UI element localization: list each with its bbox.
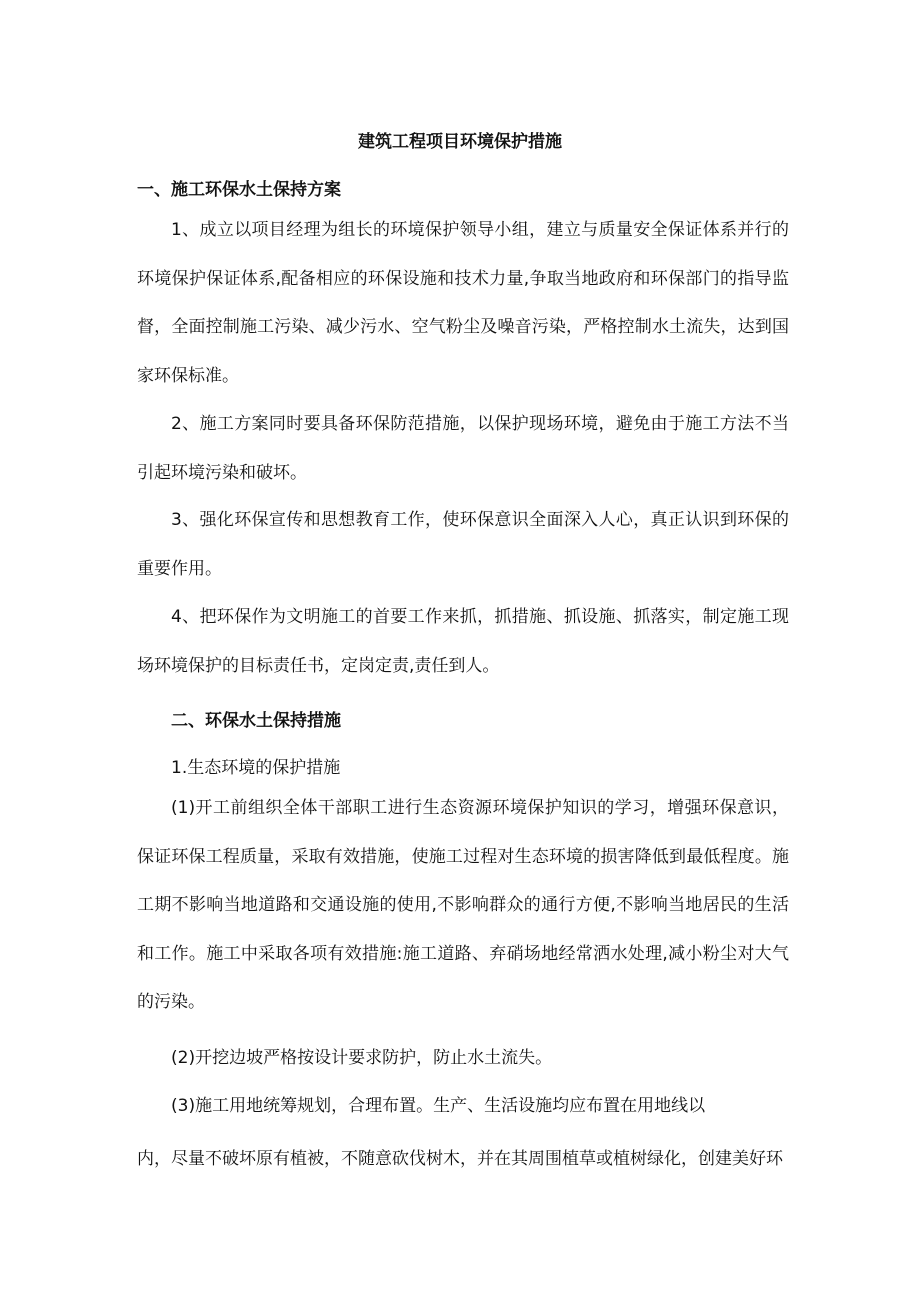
section-1-item-4: 4、把环保作为文明施工的首要工作来抓，抓措施、抓设施、抓落实，制定施工现场环境保护的目标责任书，定岗定责,责任到人。 (137, 607, 789, 676)
section-2-subheading: 1.生态环境的保护措施 (171, 758, 341, 778)
section-2-item-2: (2)开挖边坡严格按设计要求防护，防止水土流失。 (171, 1048, 553, 1068)
section-1-heading: 一、施工环保水土保持方案 (137, 180, 341, 200)
section-1-item-1: 1、成立以项目经理为组长的环境保护领导小组，建立与质量安全保证体系并行的环境保护保证体系,配备相应的环保设施和技术力量,争取当地政府和环保部门的指导监督，全面控制施工污染、减少污水、空气粉尘及噪音污染，严格控制水土流失，达到国家环保标准。 (137, 220, 789, 386)
document-title: 建筑工程项目环境保护措施 (358, 132, 562, 152)
section-1-item-2: 2、施工方案同时要具备环保防范措施，以保护现场环境，避免由于施工方法不当引起环境污染和破坏。 (137, 414, 789, 483)
section-1-item-3: 3、强化环保宣传和思想教育工作，使环保意识全面深入人心，真正认识到环保的重要作用。 (137, 510, 789, 579)
section-2-item-3: (3)施工用地统筹规划，合理布置。生产、生活设施均应布置在用地线以 (171, 1096, 706, 1116)
section-2-heading: 二、环保水土保持措施 (171, 711, 341, 731)
section-2-item-1: (1)开工前组织全体干部职工进行生态资源环境保护知识的学习，增强环保意识，保证环保工程质量，采取有效措施，使施工过程对生态环境的损害降低到最低程度。施工期不影响当地道路和交通设施的使用,不影响群众的通行方便,不影响当地居民的生活和工作。施工中采取各项有效措施:施工道路、弃硝场地经常洒水处理,减小粉尘对大气的污染。 (137, 798, 789, 1012)
section-2-item-3-continued: 内，尽量不破坏原有植被，不随意砍伐树木，并在其周围植草或植树绿化，创建美好环 (137, 1149, 783, 1169)
